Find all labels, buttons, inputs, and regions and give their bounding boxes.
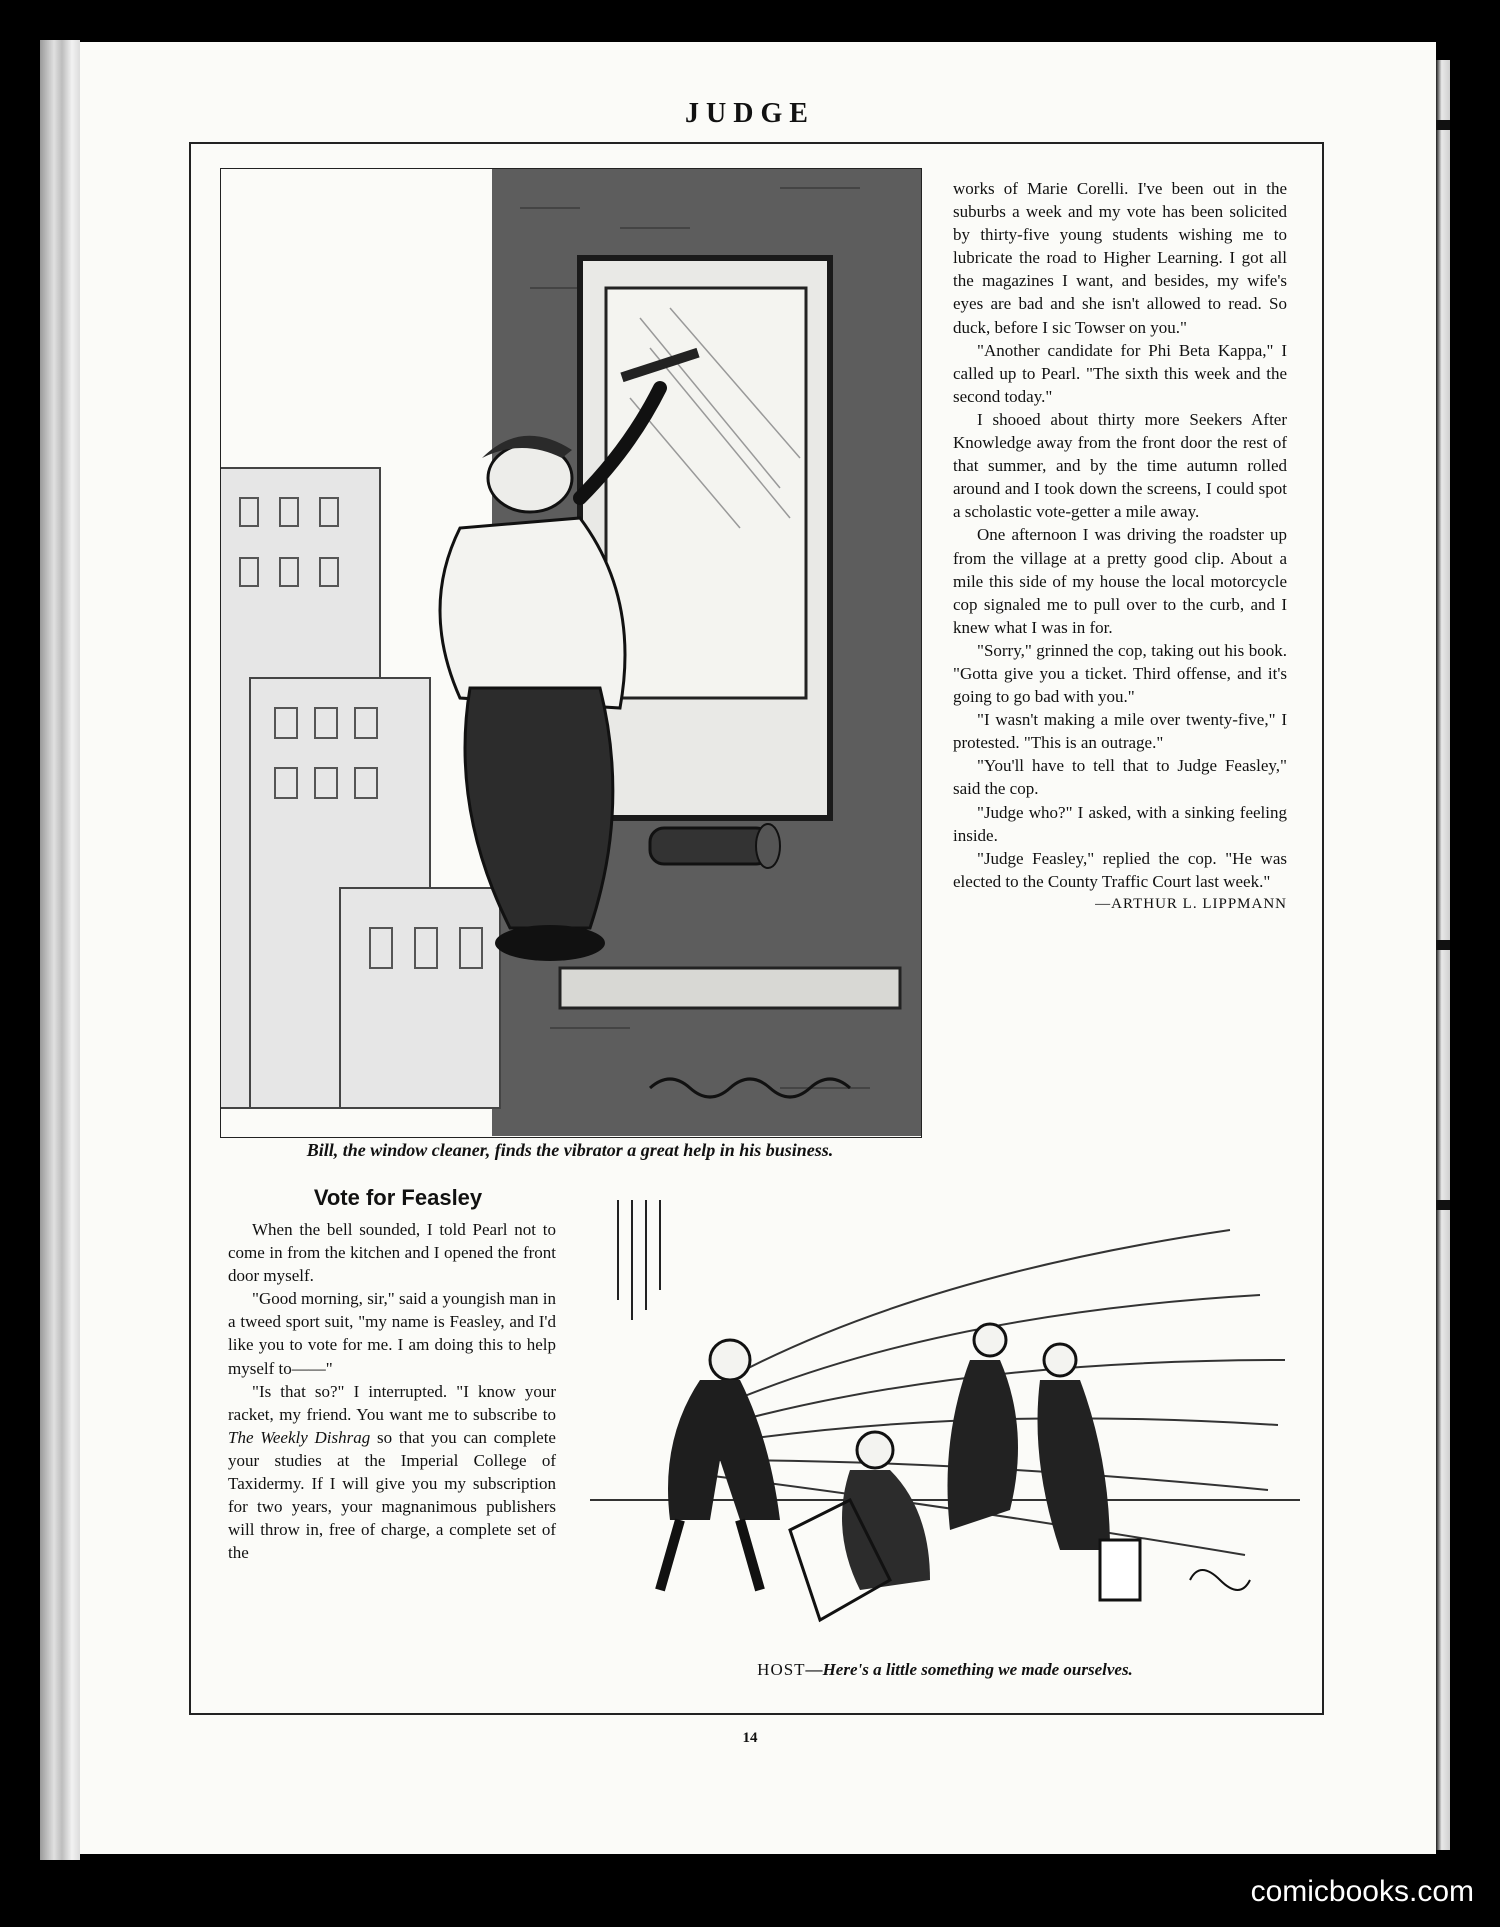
page-number: 14 <box>742 1730 758 1746</box>
caption-speaker: HOST <box>757 1660 806 1679</box>
watermark: comicbooks.com <box>1250 1875 1474 1908</box>
paragraph: I shooed about thirty more Seekers After Knowledge away from the front door the rest of that summer, and by the time autumn rolled around and I took down the screens, I could spot a scholastic vote-getter a mile away. <box>953 409 1287 522</box>
bottom-cartoon-caption <box>590 1660 1300 1680</box>
top-cartoon-caption: Bill, the window cleaner, finds the vibrator a great help in his business. <box>306 1140 834 1160</box>
paragraph: When the bell sounded, I told Pearl not to come in from the kitchen and I opened the front door myself. <box>228 1220 556 1286</box>
paragraph: One afternoon I was driving the roadster up from the village at a pretty good clip. About a mile this side of my house the local motorcycle cop signaled me to pull over to the curb, and I knew what I was in for. <box>953 525 1287 637</box>
paragraph: "You'll have to tell that to Judge Feasley," said the cop. <box>953 756 1287 799</box>
paragraph: "Good morning, sir," said a youngish man in a tweed sport suit, "my name is Feasley, and I'd like you to vote for me. I am doing this to help myself to——" <box>228 1289 556 1378</box>
paragraph-text: so that you can complete your studies at the Imperial College of Taxidermy. If I will give you my subscription for two years, your magnanimous publishers will throw in, free of charge, a complete set of the <box>228 1427 556 1563</box>
paragraph: "Judge who?" I asked, with a sinking feeling inside. <box>953 802 1287 845</box>
paragraph: "I wasn't making a mile over twenty-five," I protested. "This is an outrage." <box>953 710 1287 753</box>
paragraph <box>228 1380 556 1565</box>
window-cleaner-cartoon <box>220 168 922 1138</box>
paragraph: "Another candidate for Phi Beta Kappa," I called up to Pearl. "The sixth this week and the second today." <box>953 340 1287 406</box>
paragraph: "Judge Feasley," replied the cop. "He was elected to the County Traffic Court last week." <box>953 848 1287 891</box>
party-cartoon <box>590 1200 1300 1660</box>
publication-title: The Weekly Dishrag <box>228 1427 371 1447</box>
paragraph: works of Marie Corelli. I've been out in the suburbs a week and my vote has been solicited by thirty-five young students wishing me to lubricate the road to Higher Learning. I got all the magazines I want, and besides, my wife's eyes are bad and she isn't allowed to read. So duck, before I sic Towser on you." <box>953 179 1287 337</box>
byline: —ARTHUR L. LIPPMANN <box>1095 895 1287 912</box>
left-text-column <box>228 1218 556 1564</box>
paragraph: "Sorry," grinned the cop, taking out his book. "Gotta give you a ticket. Third offense, and it's going to go bad with you." <box>953 640 1287 707</box>
paragraph-text: "Is that so?" I interrupted. "I know your racket, my friend. You want me to subscribe to <box>228 1381 556 1424</box>
right-text-column <box>953 177 1287 916</box>
article-title: Vote for Feasley <box>313 1185 483 1210</box>
facing-page-edge <box>1436 60 1450 1850</box>
caption-line: —Here's a little something we made ourselves. <box>805 1660 1133 1679</box>
book-spine <box>40 40 80 1860</box>
running-head: JUDGE <box>685 98 815 129</box>
